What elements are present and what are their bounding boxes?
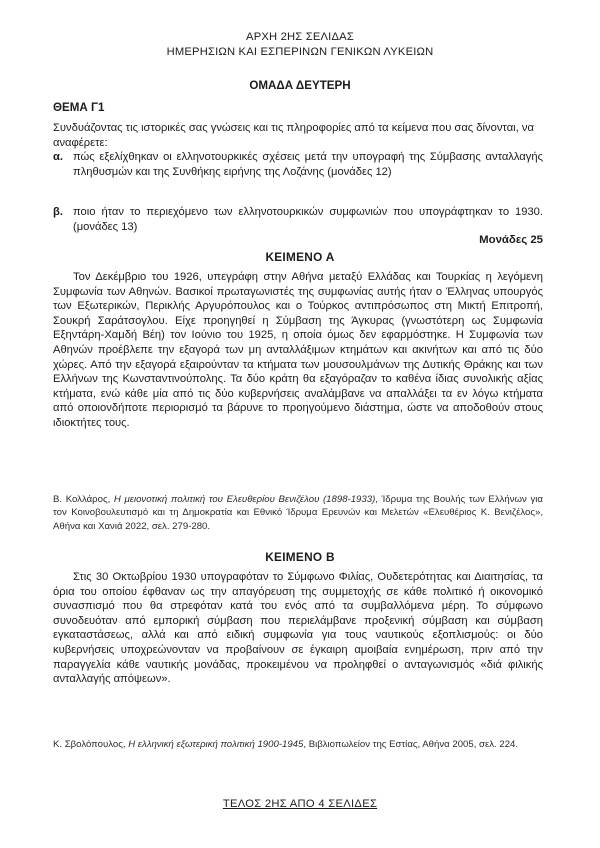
page-header-school-type: ΗΜΕΡΗΣΙΩΝ ΚΑΙ ΕΣΠΕΡΙΝΩΝ ΓΕΝΙΚΩΝ ΛΥΚΕΙΩΝ <box>166 46 434 58</box>
text-b-source-author: Κ. Σβολόπουλος, <box>53 739 126 750</box>
text-a-source-work: Η μειονοτική πολιτική του Ελευθερίου Βενιζέλου (1898-1933) <box>113 494 376 505</box>
group-title: ΟΜΑΔΑ ΔΕΥΤΕΡΗ <box>249 79 351 92</box>
text-a-source <box>53 493 543 533</box>
page-footer: ΤΕΛΟΣ 2ΗΣ ΑΠΟ 4 ΣΕΛΙΔΕΣ <box>222 798 378 810</box>
text-b-body: Στις 30 Οκτωβρίου 1930 υπογραφόταν το Σύμφωνο Φιλίας, Ουδετερότητας και Διαιτησίας, τα όρια του οποίου έφθαναν ως την απαγόρευση της συμμετοχής σε κάθε πολιτικό ή οικονομικό συνασπισμό που θα στρεφόταν κατά του ενός από τα συμβαλλόμενα μέρη. Το σύμφωνο συνοδευόταν από εμπορική σύμβαση που περιελάμβανε προξενική σύμβαση και σύμβαση εγκαταστάσεως, αλλά και από ειδική συμφωνία για τους ναυτικούς εξοπλισμούς: οι δύο κυβερνήσεις υποχρεώνονταν να προβαίνουν σε έγκαιρη αμοιβαία ενημέρωση, πριν από την παραγγελία κάθε ναυτικής μονάδας, προκειμένου να προληφθεί ο ανταγωνισμός «διά φιλικής ανταλλαγής απόψεων». <box>53 571 543 686</box>
question-text-b: ποιο ήταν το περιεχόμενο των ελληνοτουρκικών συμφωνιών που υπογράφτηκαν το 1930. (μονάδες 13) <box>73 206 543 233</box>
question-label-b: β. <box>53 206 63 218</box>
text-b-title: ΚΕΙΜΕΝΟ Β <box>265 550 335 564</box>
text-a-source-details: , Ίδρυμα της Βουλής των Ελλήνων για τον Κοινοβουλευτισμό και τη Δημοκρατία και Εθνικό Ίδρυμα Ερευνών και Μελετών «Ελευθέριος Κ. Βενιζέλος», Αθήνα και Χανιά 2022, σελ. 279-280. <box>53 494 543 532</box>
text-b-source-details: , Βιβλιοπωλείον της Εστίας, Αθήνα 2005, σελ. 224. <box>303 739 519 750</box>
text-a-body: Τον Δεκέμβριο του 1926, υπεγράφη στην Αθήνα μεταξύ Ελλάδας και Τουρκίας η λεγόμενη Συμφωνία των Αθηνών. Βασικοί πρωταγωνιστές της συμφωνίας αυτής ήταν ο Έλληνας υπουργός των Εξωτερικών, Περικλής Αργυρόπουλος και ο Τούρκος αντιπρόσωπος στη Μικτή Επιτροπή, Σουκρή Σαράτσογλου. Είχε προηγηθεί η Σύμβαση της Άγκυρας (γνωστότερη ως Συμφωνία Εξηντάρη-Χαμδή Βέη) τον Ιούνιο του 1925, η οποία όμως δεν εφαρμόστηκε. Η Συμφωνία των Αθηνών προέβλεπε την εξαγορά των μη ανταλλάξιμων κτημάτων και ακινήτων και από τις δύο χώρες. Από την εξαγορά εξαιρούνταν τα κτήματα των μουσουλμάνων της Δυτικής Θράκης και των Ελλήνων της Κωνσταντινούπολης. Τα δύο κράτη θα εξαγόραζαν το καθένα ίδιας συνολικής αξίας κτήματα, ενώ κάθε μία από τις δύο κυβερνήσεις αναλάμβανε να απαλλάξει τα εν λόγω κτήματα από οποιονδήποτε περιορισμό τα βάρυνε το προηγούμενο διάστημα, ώστε να αποδοθούν στους ιδιοκτήτες τους. <box>53 271 543 429</box>
theme-title: ΘΕΜΑ Γ1 <box>53 101 105 114</box>
text-b-source-work: Η ελληνική εξωτερική πολιτική 1900-1945 <box>128 739 304 750</box>
question-text-a: πώς εξελίχθηκαν οι ελληνοτουρκικές σχέσεις μετά την υπογραφή της Σύμβασης ανταλλαγής πληθυσμών και της Συνθήκης ειρήνης της Λοζάνης (μονάδες 12) <box>73 151 543 178</box>
page-header-start: ΑΡΧΗ 2ΗΣ ΣΕΛΙΔΑΣ <box>246 31 354 43</box>
question-label-a: α. <box>53 151 63 163</box>
total-marks: Μονάδες 25 <box>479 234 543 246</box>
question-item-b <box>53 205 543 234</box>
text-a-title: ΚΕΙΜΕΝΟ Α <box>265 250 335 264</box>
text-b-source <box>53 738 543 751</box>
question-item-a <box>53 150 543 179</box>
text-a-source-author: Β. Κολλάρος, <box>53 494 111 505</box>
theme-intro: Συνδυάζοντας τις ιστορικές σας γνώσεις και τις πληροφορίες από τα κείμενα που σας δίνονται, να αναφέρετε: <box>53 122 534 149</box>
